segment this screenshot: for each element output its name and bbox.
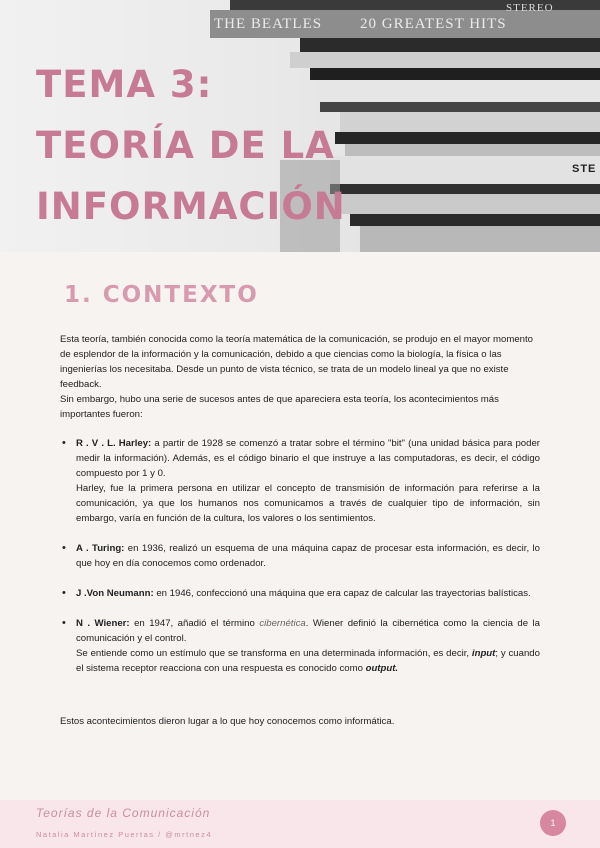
list-item [60,541,540,571]
section-heading: 1. CONTEXTO [64,282,259,308]
item-text: en 1946, confeccionó una máquina que era capaz de calcular las trayectorias balísticas. [153,588,531,599]
main-content [0,252,600,800]
list-item [60,436,540,526]
course-title: Teorías de la Comunicación [36,806,211,820]
author-credit: Natalia Martínez Puertas / @mrtnez4 [36,830,212,839]
album-spine-text: STE [572,163,597,175]
item-text: en 1936, realizó un esquema de una máquina capaz de procesar esta información, es decir, lo que hoy en día conocemos como ordenador. [76,543,540,569]
item-text: en 1947, añadió el término [129,618,260,629]
term-output: output. [365,663,399,674]
closing-paragraph: Estos acontecimientos dieron lugar a lo que hoy conocemos como informática. [60,716,395,727]
album-spine-text: THE BEATLES [214,16,323,32]
list-item [60,616,540,676]
album-spine-text: 20 GREATEST HITS [360,16,507,32]
person-name: R . V . L. Harley: [76,438,152,449]
intro-paragraph [60,332,540,422]
events-list [60,436,540,676]
person-name: N . Wiener: [76,618,130,629]
term-input: input [471,648,496,659]
item-text: a partir de 1928 se comenzó a tratar sobre el término "bit" (una unidad básica para poder medir la información). Además, es el código binario el que instruye a las computadoras, es decir, el código compuesto por 1 y 0. [76,438,540,479]
album-spine-text: STEREO [506,2,554,14]
list-item [60,586,540,601]
title-line: TEMA 3: [36,63,213,106]
term-cibernetica: cibernética [259,618,306,629]
item-extra: ; y cuando el sistema receptor reacciona con una respuesta es conocido como [76,648,540,674]
footer [0,800,600,848]
page-number-badge: 1 [540,810,566,836]
intro-text: Esta teoría, también conocida como la teoría matemática de la comunicación, se produjo en el mayor momento de esplendor de la información y la comunicación, debido a que ciencias como la biología, la física o las ingenierías los necesitaba. Desde un punto de vista técnico, se trata de un modelo lineal ya que no existe feedback. [60,334,534,390]
page-title [36,54,346,237]
title-line: INFORMACIÓN [36,185,346,228]
item-extra: Harley, fue la primera persona en utilizar el concepto de transmisión de información para referirse a la comunicación, ya que los humanos nos comunicamos a través de cualquier tipo de información, sin embargo, varía en función de la cultura, los valores o los sentimientos. [76,483,540,524]
title-line: TEORÍA DE LA [36,124,335,167]
person-name: J .Von Neumann: [76,588,154,599]
item-extra: Se entiende como un estímulo que se transforma en una determinada información, es decir, [76,648,472,659]
item-text: . Wiener definió la cibernética como la ciencia de la comunicación y el control. [76,618,540,644]
intro-text-2: Sin embargo, hubo una serie de sucesos antes de que apareciera esta teoría, los acontecimientos más importantes fueron: [60,394,499,420]
header-image [0,0,600,252]
person-name: A . Turing: [76,543,125,554]
